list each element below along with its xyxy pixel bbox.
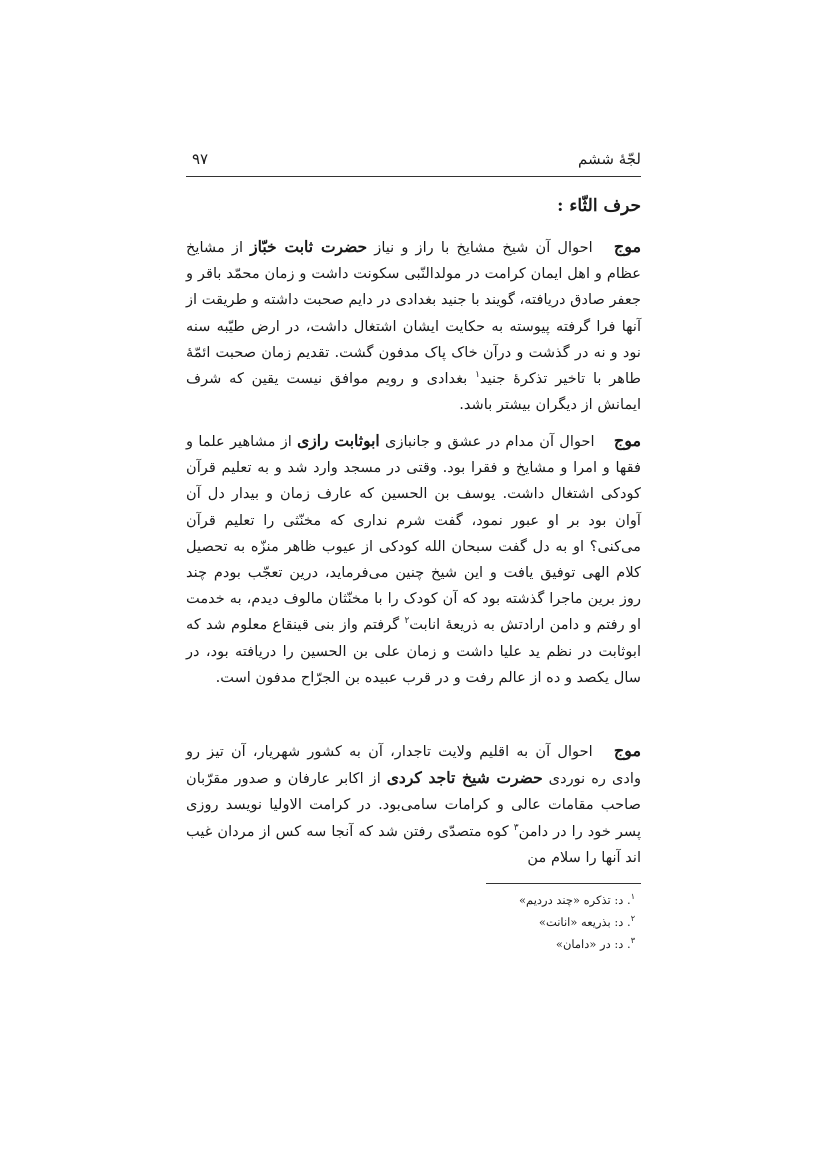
footnote-rule: [486, 883, 641, 884]
footnote-mark: ۲: [630, 914, 635, 924]
entry-name: ابوثابت رازی: [297, 431, 380, 450]
footnote-ref: ۱: [475, 370, 480, 381]
entry-text: احوال آن مدام در عشق و جانبازی: [385, 433, 595, 450]
entry-text: احوال آن به اقلیم ولایت تاجدار، آن به کشور شهریار، آن تیز رو وادی ره نوردی: [186, 743, 641, 788]
footnote-ref: ۲: [404, 616, 410, 627]
footnote-text: . د: در «دامان»: [555, 937, 631, 951]
running-head: [186, 150, 641, 176]
footnote-text: . د: تذکره «چند دردیم»: [519, 893, 631, 907]
document-page: [186, 0, 641, 1169]
footnote-item: [186, 933, 641, 955]
footnotes: [186, 889, 641, 955]
entry-text: کوه متصدّی رفتن شد که آنجا سه کس از مردان غیب اند آنها را سلام من: [186, 822, 641, 866]
footnote-item: [186, 889, 641, 911]
entry-text: گرفتم واز بنی قینقاع معلوم شد که ابوثابت در نظم ید علیا داشت و زمان علی بن الحسین را دریافته بود، در سال یکصد و ده از عالم رفت و در قرب عبیده بن الجرّاح مدفون است.: [186, 616, 641, 686]
entry-text: از مشاهیر علما و فقها و امرا و مشایخ و فقرا بود. وقتی در مسجد وارد شد و به تعلیم قرآن کودکی اشتغال داشت. یوسف بن الحسین که عارف زمان و بیدار دل آن آوان بود بر او عبور نمود، گفت شرم نداری که مخنّثی را تعلیم قرآن می‌کنی؟ او به دل گفت سبحان الله کودکی از عیوب ظاهر منزّه به تحصیل کلام الهی توفیق یافت و این شیخ چنین می‌فرماید، درین تعجّب بودم چند روز برین ماجرا گذشته بود که آن کودک را با مخنّثان مالوف دیدم، به خدمت او رفتم و دامن ارادتش به ذریعهٔ انابت: [186, 433, 641, 634]
entry-marker: موج: [613, 431, 642, 450]
entry-tajd-kurdi: [186, 738, 641, 871]
chapter-title: لجّهٔ ششم: [578, 150, 641, 168]
footnote-ref: ۳: [513, 822, 519, 833]
footnote-mark: ۱: [630, 892, 635, 902]
header-rule: [186, 176, 641, 177]
entry-name: حضرت ثابت خبّاز: [250, 237, 368, 256]
footnote-text: . د: بذریعه «انانت»: [538, 915, 631, 929]
entry-abu-thabit-razi: [186, 428, 641, 691]
section-heading: حرف الثّاء :: [557, 196, 641, 216]
entry-text: از اکابر عارفان و صدور مقرّبان صاحب مقامات عالی و کرامات سامی‌بود. در کرامت الاولیا نویسد روزی پسر خود را در دامن: [186, 770, 642, 840]
entry-name: حضرت شیخ تاجد کردی: [386, 768, 543, 788]
entry-text: از مشایخ عظام و اهل ایمان کرامت در مولدالنّبی سکونت داشت و زمان محمّد باقر و جعفر صادق دریافته، گویند با جنید بغدادی در دایم صحبت داشته و طریقت از آنها فرا گرفته پیوسته به حکایت ایشان اشتغال داشت، در ارض طیّبه سنه نود و نه در گذشت و درآن خاک پاک مدفون گشت. تقدیم زمان صحبت ائمّهٔ طاهر با تاخیر تذکرهٔ جنید: [186, 239, 642, 388]
entry-marker: موج: [613, 237, 642, 256]
entry-marker: موج: [613, 741, 642, 760]
page-number: ۹۷: [192, 150, 209, 168]
entry-text: بغدادی و رویم موافق نیست یقین که شرف ایمانش از دیگران بیشتر باشد.: [186, 370, 641, 414]
entry-thabit-khabbaz: [186, 234, 641, 418]
footnote-item: [186, 911, 641, 933]
footnote-mark: ۳: [630, 936, 635, 946]
entry-text: احوال آن شیخ مشایخ با راز و نیاز: [374, 239, 593, 256]
